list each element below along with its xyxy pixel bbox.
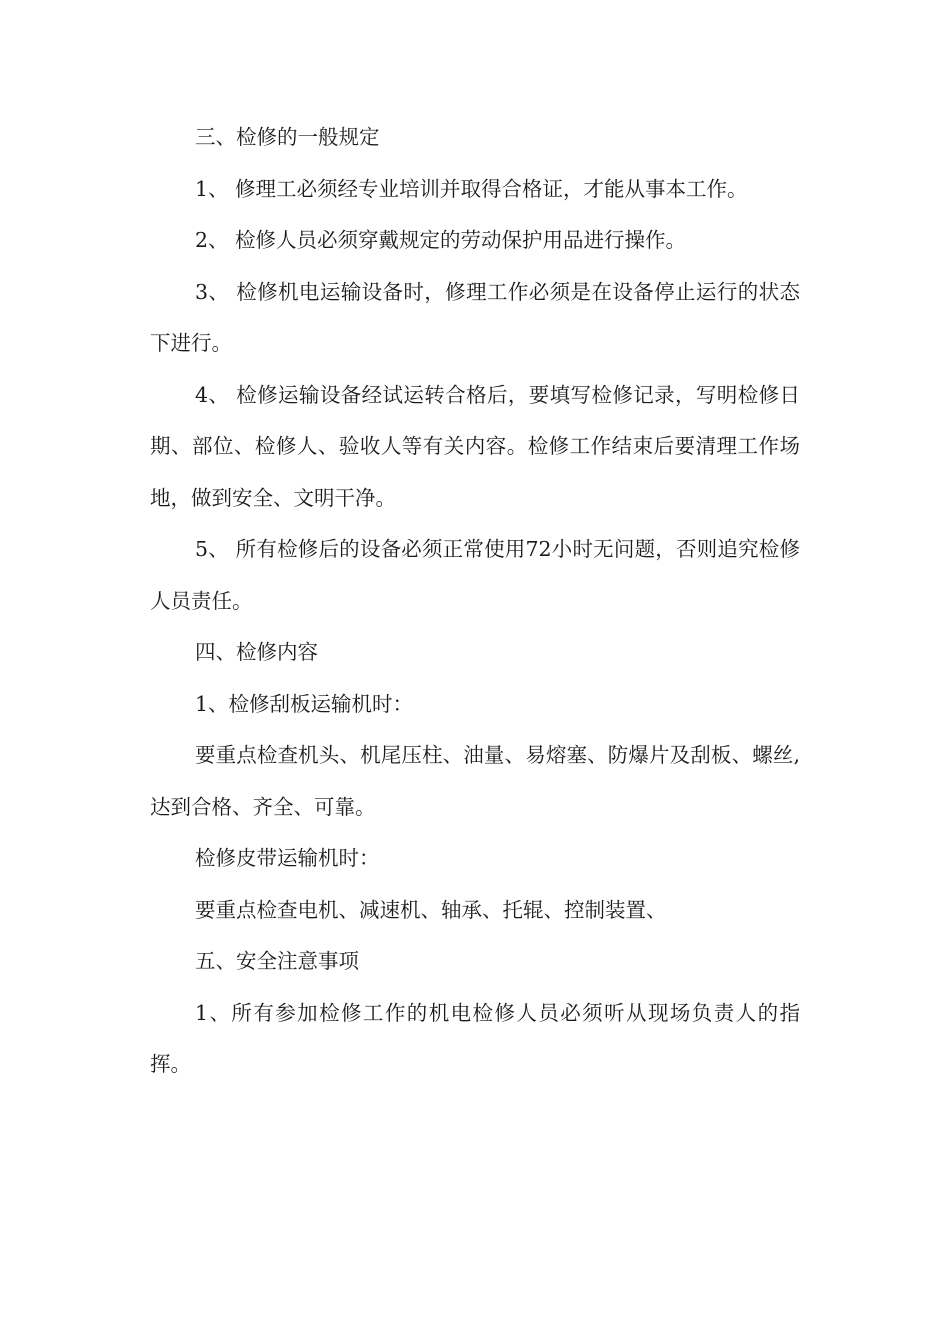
section-heading-safety-notes: 五、安全注意事项 — [195, 949, 359, 973]
paragraph-rule-5: 5、 所有检修后的设备必须正常使用72小时无问题，否则追究检修人员责任。 — [150, 537, 800, 613]
paragraph-rule-3: 3、 检修机电运输设备时，修理工作必须是在设备停止运行的状态下进行。 — [150, 279, 800, 355]
section-heading-maintenance-rules: 三、检修的一般规定 — [195, 125, 380, 149]
paragraph-belt-conveyor: 检修皮带运输机时： — [195, 846, 380, 870]
paragraph-scraper-conveyor-checks: 要重点检查机头、机尾压柱、油量、易熔塞、防爆片及刮板、螺丝,达到合格、齐全、可靠。 — [150, 743, 800, 819]
section-heading-maintenance-content: 四、检修内容 — [195, 640, 318, 664]
document-body — [150, 112, 800, 1091]
paragraph-scraper-conveyor: 1、检修刮板运输机时： — [195, 691, 414, 716]
paragraph-belt-conveyor-checks: 要重点检查电机、减速机、轴承、托辊、控制装置、 — [195, 897, 667, 922]
paragraph-rule-2: 2、 检修人员必须穿戴规定的劳动保护用品进行操作。 — [195, 228, 687, 252]
paragraph-rule-4: 4、 检修运输设备经试运转合格后，要填写检修记录，写明检修日期、部位、检修人、验收人等有关内容。检修工作结束后要清理工作场地，做到安全、文明干净。 — [150, 382, 800, 510]
paragraph-rule-1: 1、 修理工必须经专业培训并取得合格证，才能从事本工作。 — [195, 176, 748, 201]
paragraph-safety-1: 1、所有参加检修工作的机电检修人员必须听从现场负责人的指挥。 — [150, 1000, 800, 1076]
